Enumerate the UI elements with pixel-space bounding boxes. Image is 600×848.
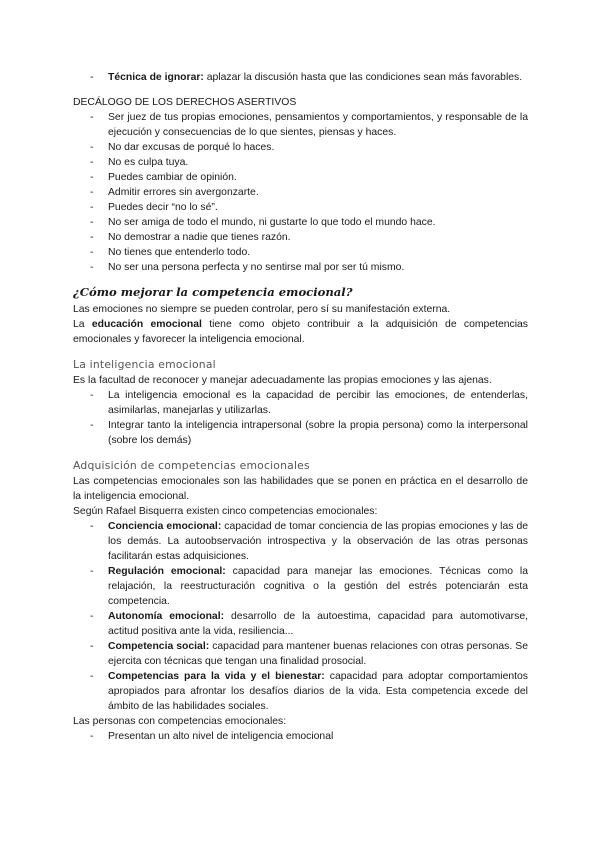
personas-list bbox=[73, 729, 528, 744]
text-span: La bbox=[73, 319, 92, 330]
paragraph bbox=[73, 317, 528, 347]
item-text: capacidad para adoptar comportamientos apropiados para afrontar los desafíos diarios de la vida. Esta competencia excede del ámbito de las habilidades sociales. bbox=[108, 671, 528, 712]
section-heading-adquisicion: Adquisición de competencias emocionales bbox=[73, 459, 310, 472]
paragraph: Es la facultad de reconocer y manejar adecuadamente las propias emociones y las ajenas. bbox=[73, 375, 492, 386]
item-term: Autonomía emocional: bbox=[108, 611, 225, 622]
list-item: - No ser amiga de todo el mundo, ni gustarte lo que todo el mundo hace. bbox=[73, 215, 528, 230]
list-item: - No es culpa tuya. bbox=[73, 155, 528, 170]
list-item bbox=[73, 519, 528, 564]
list-item: - Puedes cambiar de opinión. bbox=[73, 170, 528, 185]
competencias-list bbox=[73, 519, 528, 714]
item-term: Competencias para la vida y el bienestar: bbox=[108, 671, 325, 682]
list-item: - Integrar tanto la inteligencia intrapersonal (sobre la propia persona) como la interpersonal (sobre los demás) bbox=[73, 418, 528, 448]
document-page bbox=[73, 70, 528, 744]
list-item: - Admitir errores sin avergonzarte. bbox=[73, 185, 528, 200]
item-term: Técnica de ignorar: bbox=[108, 72, 204, 83]
list-item: - No dar excusas de porqué lo haces. bbox=[73, 140, 528, 155]
section-heading-inteligencia: La inteligencia emocional bbox=[73, 358, 216, 371]
item-term: Conciencia emocional: bbox=[108, 521, 222, 532]
inteligencia-list bbox=[73, 388, 528, 448]
item-text: capacidad para manejar las emociones. Técnicas como la relajación, la reestructuración cognitiva o la gestión del estrés potenciarán esta competencia. bbox=[108, 566, 528, 607]
list-item bbox=[73, 70, 528, 85]
list-item: - No tienes que entenderlo todo. bbox=[73, 245, 528, 260]
item-text: desarrollo de la autoestima, capacidad para automotivarse, actitud positiva ante la vida, resiliencia... bbox=[108, 611, 528, 637]
list-item: - Presentan un alto nivel de inteligencia emocional bbox=[73, 729, 528, 744]
section-heading-mejorar: ¿Cómo mejorar la competencia emocional? bbox=[73, 285, 353, 299]
list-item: - No demostrar a nadie que tienes razón. bbox=[73, 230, 528, 245]
item-text: aplazar la discusión hasta que las condiciones sean más favorables. bbox=[203, 72, 523, 83]
decalogo-list bbox=[73, 110, 528, 275]
list-item: - Puedes decir “no lo sé”. bbox=[73, 200, 528, 215]
list-item bbox=[73, 639, 528, 669]
bold-term: educación emocional bbox=[91, 319, 202, 330]
item-text: capacidad para mantener buenas relaciones con otras personas. Se ejercita con técnicas que tengan una finalidad prosocial. bbox=[108, 641, 528, 667]
list-item bbox=[73, 564, 528, 609]
item-text: capacidad de tomar conciencia de las propias emociones y las de los demás. La autoobservación introspectiva y la observación de las otras personas facilitarán estas adquisiciones. bbox=[108, 521, 529, 562]
list-item: - La inteligencia emocional es la capacidad de percibir las emociones, de entenderlas, asimilarlas, manejarlas y utilizarlas. bbox=[73, 388, 528, 418]
list-item bbox=[73, 669, 528, 714]
paragraph: Las emociones no siempre se pueden controlar, pero sí su manifestación externa. bbox=[73, 304, 451, 315]
item-term: Regulación emocional: bbox=[108, 566, 226, 577]
list-item: - No ser una persona perfecta y no sentirse mal por ser tú mismo. bbox=[73, 260, 528, 275]
paragraph: Las personas con competencias emocionales: bbox=[73, 716, 287, 727]
text-span: tiene como objeto contribuir a la adquisición de competencias emocionales y favorecer la inteligencia emocional. bbox=[73, 319, 528, 345]
paragraph: Las competencias emocionales son las habilidades que se ponen en práctica en el desarrollo de la inteligencia emocional. bbox=[73, 476, 528, 502]
decalogo-title: DECÁLOGO DE LOS DERECHOS ASERTIVOS bbox=[73, 97, 297, 108]
list-item: - Ser juez de tus propias emociones, pensamientos y comportamientos, y responsable de la ejecución y consecuencias de lo que sientes, piensas y haces. bbox=[73, 110, 528, 140]
item-term: Competencia social: bbox=[108, 641, 210, 652]
paragraph: Según Rafael Bisquerra existen cinco competencias emocionales: bbox=[73, 506, 378, 517]
list-item bbox=[73, 609, 528, 639]
intro-list bbox=[73, 70, 528, 85]
